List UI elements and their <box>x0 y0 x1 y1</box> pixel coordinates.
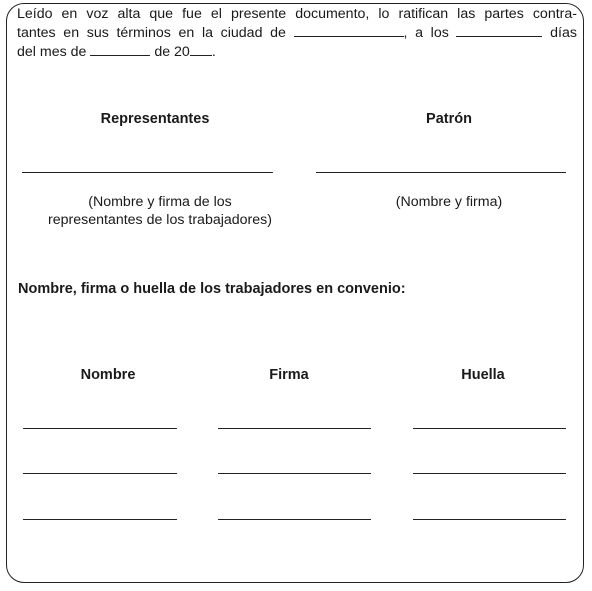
representantes-caption-line-2: representantes de los trabajadores) <box>48 212 272 228</box>
worker-1-nombre-line[interactable] <box>23 428 177 429</box>
intro-dias-word: días <box>550 25 577 41</box>
worker-2-huella-line[interactable] <box>413 473 566 474</box>
intro-month-text: del mes de <box>17 44 87 60</box>
column-header-firma: Firma <box>269 367 309 383</box>
intro-year-text: de 20 <box>154 44 190 60</box>
days-blank[interactable] <box>456 23 542 37</box>
worker-2-nombre-line[interactable] <box>23 473 177 474</box>
worker-3-nombre-line[interactable] <box>23 519 177 520</box>
representantes-caption <box>10 193 310 229</box>
representantes-caption-line-1: (Nombre y firma de los <box>88 194 232 210</box>
worker-2-firma-line[interactable] <box>218 473 371 474</box>
intro-city-text: tantes en sus términos en la ciudad de <box>17 25 286 41</box>
column-header-nombre: Nombre <box>80 367 136 383</box>
month-blank[interactable] <box>90 42 150 56</box>
city-blank[interactable] <box>294 23 404 37</box>
workers-section-title: Nombre, firma o huella de los trabajadores en convenio: <box>18 281 406 297</box>
representantes-heading: Representantes <box>100 111 210 127</box>
column-header-huella: Huella <box>461 367 505 383</box>
worker-1-firma-line[interactable] <box>218 428 371 429</box>
patron-signature-line[interactable] <box>316 172 566 173</box>
patron-heading: Patrón <box>426 111 472 127</box>
intro-period: . <box>211 44 216 60</box>
worker-3-firma-line[interactable] <box>218 519 371 520</box>
year-blank[interactable] <box>190 42 212 56</box>
patron-caption: (Nombre y firma) <box>395 194 503 210</box>
intro-line-2 <box>17 23 577 42</box>
intro-line-1: Leído en voz alta que fue el presente documento, lo ratifican las partes contra- <box>17 6 577 22</box>
ratification-paragraph <box>17 5 577 61</box>
worker-1-huella-line[interactable] <box>413 428 566 429</box>
intro-line-3 <box>17 42 577 61</box>
representantes-signature-line[interactable] <box>22 172 273 173</box>
worker-3-huella-line[interactable] <box>413 519 566 520</box>
intro-days-text: , a los <box>403 25 449 41</box>
